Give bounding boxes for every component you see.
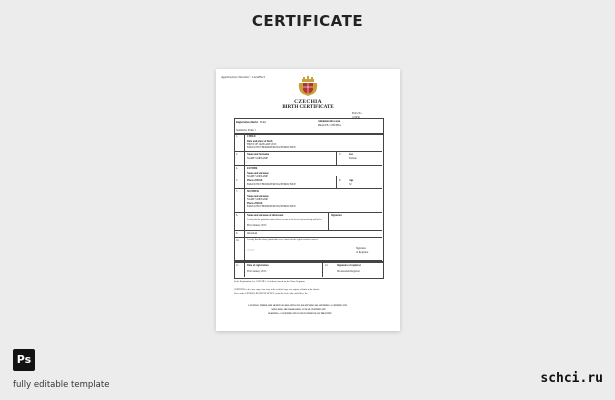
section-number: 11. bbox=[236, 264, 240, 267]
brand-watermark: schci.ru bbox=[540, 371, 603, 386]
mother-birthplace-label: Place of Birth bbox=[247, 202, 263, 205]
photoshop-icon: Ps bbox=[13, 349, 35, 371]
child-birth-label: Date and place of birth bbox=[247, 140, 273, 143]
informant-date: First January 2013 bbox=[247, 224, 267, 227]
registrar-signature-label: Signature bbox=[356, 247, 366, 250]
informant-note: I certify that the particulars entered above are true to the best of my knowledge and belief bbox=[247, 219, 322, 221]
mother-name-label: Name and surname bbox=[247, 195, 269, 198]
registration-district-label: Registration district bbox=[236, 121, 259, 124]
footer-line-3: Given at the GENERAL REGISTER OFFICE, under the Seal of the said Office, the bbox=[234, 293, 308, 295]
informant-name-label: Name and surname of informant bbox=[247, 214, 284, 217]
section-number: 9. bbox=[236, 232, 238, 235]
registrar-signature-label-2: of Registrar bbox=[356, 251, 369, 254]
father-birthplace-label: Place of Birth bbox=[247, 179, 263, 182]
application-number: Application Number: 14228911 bbox=[221, 75, 266, 79]
section-number: 7. bbox=[236, 190, 238, 193]
informant-signature-label: Signature bbox=[331, 214, 342, 217]
section-number: 1. bbox=[236, 135, 238, 138]
section-number: 3. bbox=[339, 153, 341, 156]
mother-heading: MOTHER bbox=[247, 190, 259, 193]
page-title: CERTIFICATE bbox=[251, 12, 364, 30]
section-number: 10. bbox=[236, 239, 240, 242]
registrar-signature-mark: ~~~~ bbox=[247, 248, 255, 252]
child-heading: CHILD bbox=[247, 135, 256, 138]
administrative-area-value: PRAGUE, CZECHIA bbox=[318, 124, 341, 127]
coat-of-arms-icon bbox=[297, 75, 319, 97]
section-number: 2. bbox=[236, 153, 238, 156]
certificate-title: BIRTH CERTIFICATE bbox=[282, 105, 334, 110]
registrar-certification-text: I certify that the above particulars were entered in the register and are correct bbox=[247, 239, 318, 241]
registration-date-label: Date of registration bbox=[247, 264, 269, 267]
registration-date-value: First January 2013 bbox=[247, 270, 267, 273]
certificate-document bbox=[216, 69, 400, 331]
father-birthplace-value: FAKULTNI THOMAYEROVA NEMOCNICE bbox=[247, 183, 296, 186]
child-name-label: Name and Surname bbox=[247, 153, 270, 156]
child-birth-place: FAKULTNI THOMAYEROVA NEMOCNICE bbox=[247, 146, 296, 149]
child-name-value: NAME SURNAME bbox=[247, 157, 268, 160]
child-sex-label: Sex bbox=[349, 153, 353, 156]
section-number: 6. bbox=[339, 179, 341, 182]
country-name: CZECHIA bbox=[294, 99, 322, 105]
tagline: fully editable template bbox=[13, 380, 110, 390]
child-birth-date: FIRST OF JANUARY 2013 bbox=[247, 143, 277, 146]
father-age-value: 32 bbox=[349, 183, 352, 186]
footer-line-1: In the Registration Act. CZECHIA. Certificate issued for the Prime Registrar bbox=[234, 281, 305, 283]
section-number: 4. bbox=[236, 167, 238, 170]
mother-name-value: NAME SURNAME bbox=[247, 198, 268, 201]
mother-birthplace-value: FAKULTNI THOMAYEROVA NEMOCNICE bbox=[247, 205, 296, 208]
subdistrict: Subdistrict Praha 1 bbox=[236, 129, 256, 132]
informant-label: Informant bbox=[247, 232, 258, 235]
footer-line-2: CERTIFIED to be a true copy of an entry in the certified copy of a register of births in the district bbox=[234, 289, 320, 291]
caution-line-1: CAUTION: THERE ARE OFFENCES RELATING TO FALSIFYING OR ALTERING A CERTIFICATE bbox=[248, 305, 348, 307]
entry-no-label: Entry No. bbox=[352, 112, 363, 115]
father-age-label: Age bbox=[349, 179, 354, 182]
registrar-signature-title: Signature of registrar bbox=[337, 264, 361, 267]
entry-no-value: 123456 bbox=[352, 116, 360, 119]
registration-district-value: Praha bbox=[260, 121, 266, 124]
section-number: 12. bbox=[325, 264, 329, 267]
father-name-value: NAME SURNAME bbox=[247, 175, 268, 178]
father-name-label: Name and surname bbox=[247, 172, 269, 175]
registrar-name: JR Assistant Registrar bbox=[337, 270, 360, 273]
section-number: 5. bbox=[236, 179, 238, 182]
caution-line-2: AND USING OR POSSESSING A FALSE CERTIFICATE bbox=[271, 309, 326, 311]
father-heading: FATHER bbox=[247, 167, 258, 170]
warning-line: WARNING: A CERTIFICATE IS NOT EVIDENCE OF IDENTITY bbox=[268, 313, 332, 315]
section-number: 8. bbox=[236, 214, 238, 217]
child-sex-value: Female bbox=[349, 157, 357, 160]
administrative-area-label: Administrative area bbox=[318, 120, 341, 123]
